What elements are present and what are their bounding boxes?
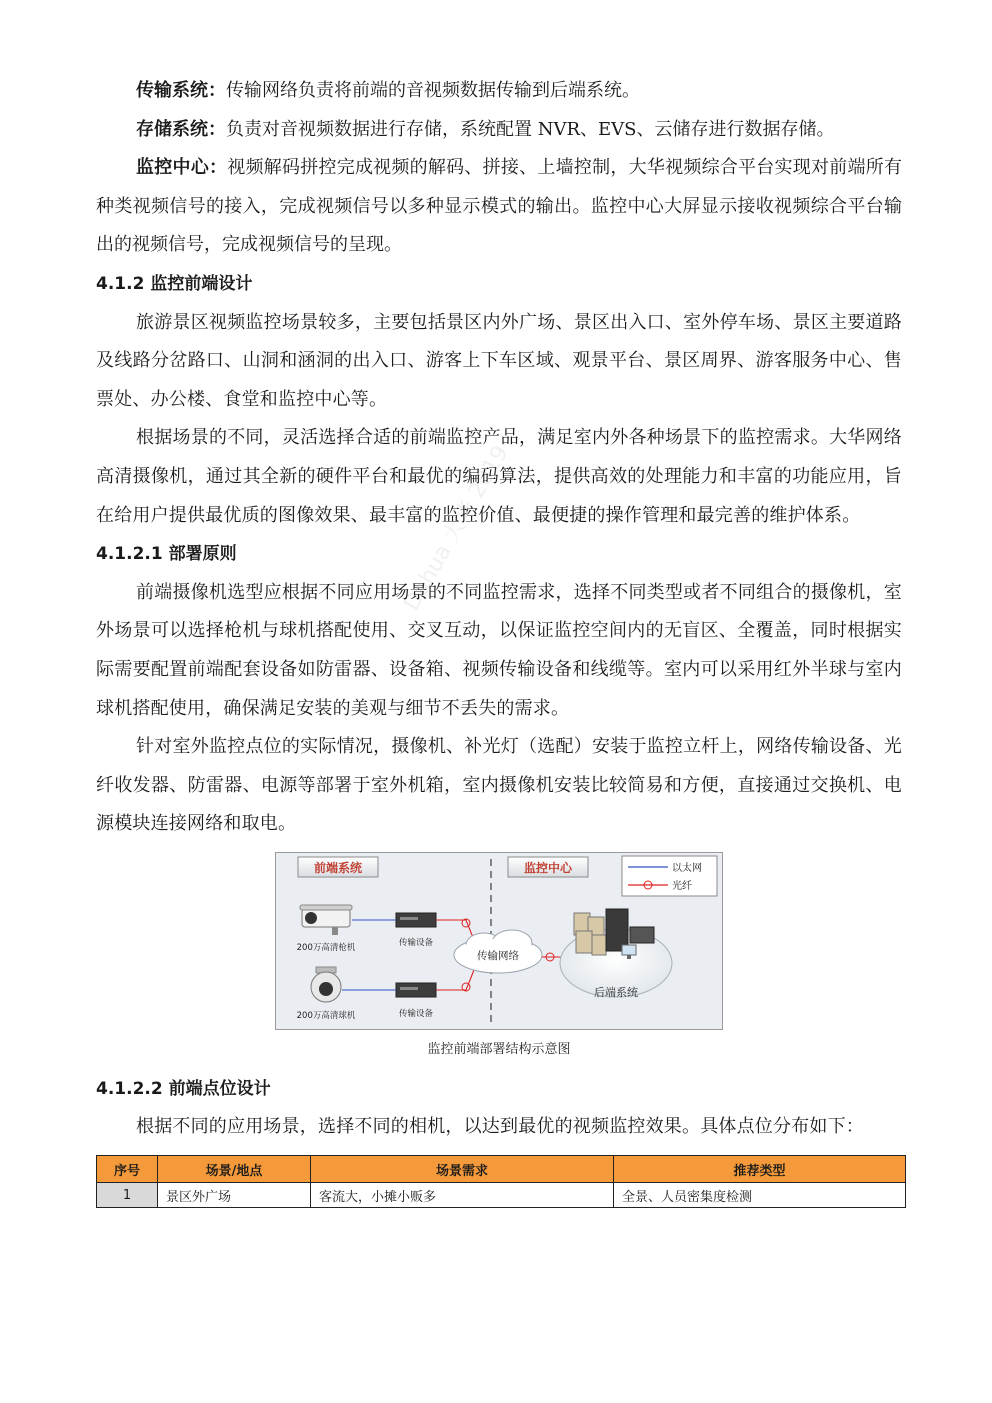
header-requirement: 场景需求 <box>311 1156 614 1183</box>
table-header-row <box>97 1156 906 1183</box>
backend-label: 后端系统 <box>594 985 638 999</box>
paragraph-camera-selection: 前端摄像机选型应根据不同应用场景的不同监控需求，选择不同类型或者不同组合的摄像机，室外场景可以选择枪机与球机搭配使用、交叉互动，以保证监控空间内的无盲区、全覆盖，同时根据实际需要配置前端配套设备如防雷器、设备箱、视频传输设备和线缆等。室内可以采用红外半球与室内球机搭配使用，确保满足安装的美观与细节不丢失的需求。 <box>96 581 902 719</box>
cell-recommended-type: 全景、人员密集度检测 <box>614 1183 906 1208</box>
cell-requirement: 客流大，小摊小贩多 <box>311 1183 614 1208</box>
document-page <box>96 72 902 1208</box>
deployment-diagram-svg <box>276 853 722 1029</box>
transmission-system-para: 传输系统：传输网络负责将前端的音视频数据传输到后端系统。 <box>136 80 640 101</box>
paragraph-products: 根据场景的不同，灵活选择合适的前端监控产品，满足室内外各种场景下的监控需求。大华网络高清摄像机，通过其全新的硬件平台和最优的编码算法，提供高效的处理能力和丰富的功能应用，旨在给用户提供最优质的图像效果、最丰富的监控价值、最便捷的操作管理和最完善的维护体系。 <box>96 427 902 526</box>
transmission-device-2-icon <box>396 983 436 997</box>
watermark: Dahua 大华 2019 <box>399 441 514 615</box>
transmission-device-1-label: 传输设备 <box>398 937 434 948</box>
paragraph-scenes: 旅游景区视频监控场景较多，主要包括景区内外广场、景区出入口、室外停车场、景区主要道路及线路分岔路口、山洞和涵洞的出入口、游客上下车区域、观景平台、景区周界、游客服务中心、售票处、办公楼、食堂和监控中心等。 <box>96 311 902 410</box>
center-label: 监控中心 <box>523 860 573 875</box>
heading-4-1-2-2: 4.1.2.2 前端点位设计 <box>96 1078 271 1099</box>
legend-ethernet-label: 以太网 <box>672 862 702 874</box>
legend-box <box>622 856 717 896</box>
cell-index: 1 <box>97 1183 158 1208</box>
table-row <box>97 1183 906 1208</box>
header-scene: 场景/地点 <box>158 1156 311 1183</box>
figure-caption: 监控前端部署结构示意图 <box>427 1041 571 1057</box>
heading-4-1-2-1: 4.1.2.1 部署原则 <box>96 544 237 565</box>
header-index: 序号 <box>97 1156 158 1183</box>
heading-4-1-2: 4.1.2 监控前端设计 <box>96 273 253 294</box>
transmission-device-2-label: 传输设备 <box>398 1008 434 1019</box>
transmission-device-1-icon <box>396 913 436 927</box>
point-distribution-table <box>96 1155 906 1208</box>
bullet-camera-label: 200万高清枪机 <box>296 942 356 953</box>
dome-camera-icon <box>311 967 341 1002</box>
front-system-label: 前端系统 <box>313 860 363 875</box>
bullet-camera-icon <box>300 905 352 935</box>
cell-scene: 景区外广场 <box>158 1183 311 1208</box>
legend-fiber-label: 光纤 <box>672 880 692 892</box>
storage-system-para: 存储系统：负责对音视频数据进行存储，系统配置 NVR、EVS、云储存进行数据存储。 <box>136 118 835 140</box>
paragraph-installation: 针对室外监控点位的实际情况，摄像机、补光灯（选配）安装于监控立杆上，网络传输设备、光纤收发器、防雷器、电源等部署于室外机箱，室内摄像机安装比较简易和方便，直接通过交换机、电源模块连接网络和取电。 <box>96 736 902 835</box>
header-recommended-type: 推荐类型 <box>614 1156 906 1183</box>
dome-camera-label: 200万高清球机 <box>296 1010 356 1021</box>
monitoring-center-para: 监控中心：视频解码拼控完成视频的解码、拼接、上墙控制，大华视频综合平台实现对前端所有种类视频信号的接入，完成视频信号以多种显示模式的输出。监控中心大屏显示接收视频综合平台输出的视频信号，完成视频信号的呈现。 <box>96 157 903 256</box>
network-cloud-label: 传输网络 <box>477 949 519 962</box>
deployment-diagram <box>275 852 723 1030</box>
paragraph-point-design: 根据不同的应用场景，选择不同的相机，以达到最优的视频监控效果。具体点位分布如下： <box>136 1116 864 1138</box>
